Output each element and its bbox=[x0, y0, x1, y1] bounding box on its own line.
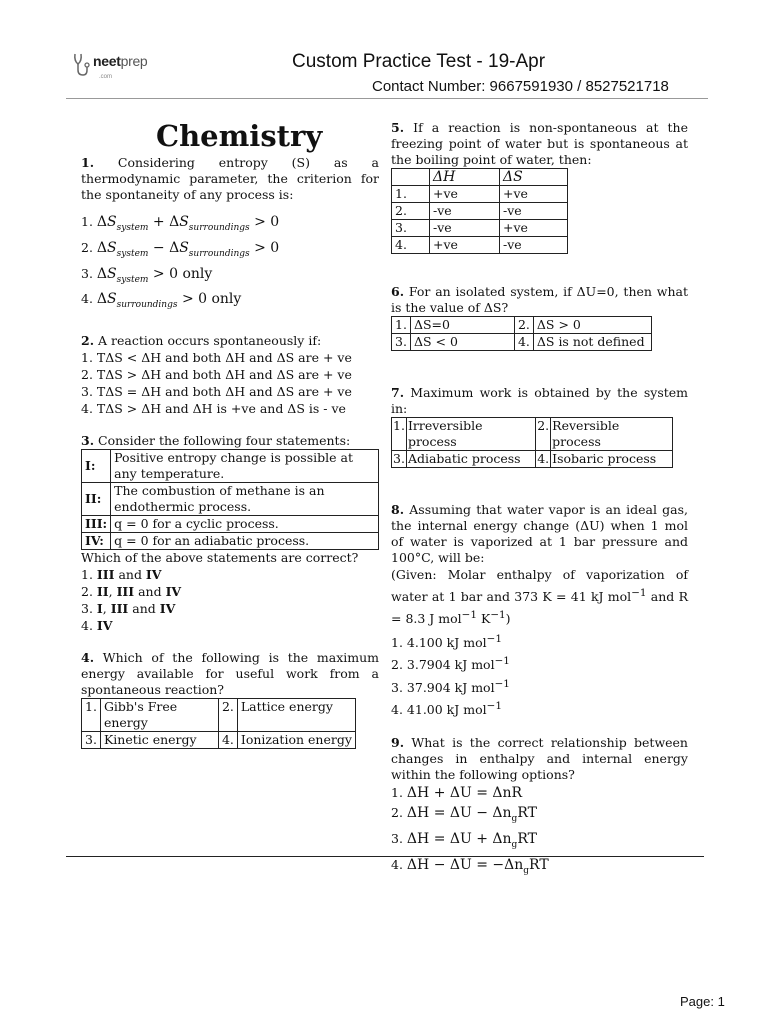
option: 1. ΔH + ΔU = ΔnR bbox=[391, 784, 523, 801]
footer-divider bbox=[66, 856, 704, 857]
statement-text: Positive entropy change is possible at any temperature. bbox=[111, 450, 379, 483]
question-6 bbox=[391, 284, 688, 351]
question-number: 2. bbox=[81, 333, 95, 349]
option: 3. $\Delta S_{system} > 0$ only bbox=[81, 265, 213, 285]
question-text: Maximum work is obtained by the system in: bbox=[391, 385, 689, 416]
option: 3. I, III and IV bbox=[81, 601, 176, 617]
option: 4. 41.00 kJ mol$^{-1}$ bbox=[391, 699, 502, 717]
options-list bbox=[391, 630, 688, 719]
table-row: 3. Kinetic energy 4. Ionization energy bbox=[82, 732, 356, 749]
table-row: 2. -ve -ve bbox=[392, 203, 568, 220]
question-number: 6. bbox=[391, 284, 405, 299]
option: 2. TΔS > ΔH and both ΔH and ΔS are + ve bbox=[81, 367, 352, 383]
question-text: Considering entropy (S) as a thermodynamic parameter, the criterion for the spontaneity of any process is: bbox=[81, 155, 379, 202]
given-data: (Given: Molar enthalpy of vaporization of water at 1 bar and 373 K = 41 kJ mol$^{-1}$ and R = 8.3 J mol$^{-1}$ $K^{-1}$) bbox=[391, 567, 688, 627]
logo-sub: .com bbox=[99, 74, 113, 80]
stethoscope-icon bbox=[72, 52, 90, 78]
question-number: 5. bbox=[391, 120, 405, 135]
statement-text: q = 0 for an adiabatic process. bbox=[111, 533, 379, 550]
option: 1. TΔS < ΔH and both ΔH and ΔS are + ve bbox=[81, 350, 352, 366]
options-list bbox=[81, 212, 379, 315]
option: 3. $\Delta H = \Delta U + \Delta n_gRT$ bbox=[391, 830, 537, 850]
question-7 bbox=[391, 385, 688, 468]
table-row: 1. ΔS=0 2. ΔS > 0 bbox=[392, 317, 652, 334]
logo-text: neetprep bbox=[93, 53, 148, 69]
option: 3. 37.904 kJ mol$^{-1}$ bbox=[391, 677, 510, 695]
question-number: 4. bbox=[81, 650, 95, 666]
question-number: 9. bbox=[391, 734, 405, 750]
statement-text: q = 0 for a cyclic process. bbox=[111, 516, 379, 533]
header-divider bbox=[66, 98, 708, 99]
option: 1. III and IV bbox=[81, 567, 162, 583]
question-2 bbox=[81, 333, 379, 417]
question-number: 7. bbox=[391, 385, 405, 400]
question-number: 3. bbox=[81, 433, 95, 449]
options-table bbox=[81, 698, 356, 749]
question-text: For an isolated system, if ΔU=0, then what is the value of ΔS? bbox=[391, 284, 688, 315]
table-row: 1. Irreversible process 2. Reversible process bbox=[392, 418, 673, 451]
question-1 bbox=[81, 155, 379, 315]
statements-table bbox=[81, 449, 379, 550]
neetprep-logo bbox=[72, 52, 147, 78]
table-row: III: q = 0 for a cyclic process. bbox=[82, 516, 379, 533]
question-ask: Which of the above statements are correct? bbox=[81, 550, 359, 566]
option: 3. TΔS = ΔH and both ΔH and ΔS are + ve bbox=[81, 384, 352, 400]
options-list bbox=[81, 566, 379, 634]
option: 2. $\Delta S_{system} - \Delta S_{surroundings} > 0$ bbox=[81, 239, 280, 259]
option: 1. $\Delta S_{system} + \Delta S_{surroundings} > 0$ bbox=[81, 214, 280, 233]
left-column bbox=[81, 155, 379, 749]
question-number: 8. bbox=[391, 502, 405, 517]
option: 4. IV bbox=[81, 618, 113, 634]
table-header: ΔH ΔS bbox=[392, 169, 568, 186]
question-5 bbox=[391, 120, 688, 254]
subject-title: Chemistry bbox=[156, 119, 323, 153]
table-row: 1. Gibb's Free energy 2. Lattice energy bbox=[82, 699, 356, 732]
question-number: 1. bbox=[81, 155, 95, 170]
right-column bbox=[391, 120, 688, 880]
question-text: If a reaction is non-spontaneous at the freezing point of water but is spontaneous at the boiling point of water, then: bbox=[391, 120, 688, 167]
table-row: II: The combustion of methane is an endothermic process. bbox=[82, 483, 379, 516]
table-row: 3. Adiabatic process 4. Isobaric process bbox=[392, 451, 673, 468]
options-list bbox=[391, 783, 688, 880]
table-row: 3. ΔS < 0 4. ΔS is not defined bbox=[392, 334, 652, 351]
statement-text: The combustion of methane is an endothermic process. bbox=[111, 483, 379, 516]
table-row: 3. -ve +ve bbox=[392, 220, 568, 237]
option: 1. 4.100 kJ mol$^{-1}$ bbox=[391, 633, 502, 651]
test-title: Custom Practice Test - 19-Apr bbox=[292, 51, 546, 72]
question-3 bbox=[81, 433, 379, 634]
page-number: Page: 1 bbox=[680, 994, 725, 1009]
option: 2. II, III and IV bbox=[81, 584, 182, 600]
question-8 bbox=[391, 502, 688, 719]
table-row: 4. +ve -ve bbox=[392, 237, 568, 254]
table-row: I: Positive entropy change is possible at any temperature. bbox=[82, 450, 379, 483]
table-row: 1. +ve +ve bbox=[392, 186, 568, 203]
option: 2. $\Delta H = \Delta U - \Delta n_gRT$ bbox=[391, 804, 537, 824]
options-table bbox=[391, 316, 652, 351]
table-row: IV: q = 0 for an adiabatic process. bbox=[82, 533, 379, 550]
question-text: A reaction occurs spontaneously if: bbox=[98, 333, 322, 349]
option: 2. 3.7904 kJ mol$^{-1}$ bbox=[391, 655, 510, 673]
option: 4. $\Delta S_{surroundings} > 0$ only bbox=[81, 291, 242, 311]
question-4 bbox=[81, 650, 379, 749]
options-table bbox=[391, 168, 568, 254]
options-table bbox=[391, 417, 673, 468]
option: 4. TΔS > ΔH and ΔH is +ve and ΔS is - ve bbox=[81, 401, 346, 417]
option: 4. $\Delta H - \Delta U = -\Delta n_gRT$ bbox=[391, 856, 549, 876]
question-text: Consider the following four statements: bbox=[98, 433, 351, 449]
question-9 bbox=[391, 735, 688, 880]
question-text: Which of the following is the maximum energy available for useful work from a spontaneous reaction? bbox=[81, 650, 380, 698]
question-text: Assuming that water vapor is an ideal gas, the internal energy change (ΔU) when 1 mol of water is vaporized at 1 bar pressure and 100°C, will be: bbox=[391, 502, 689, 565]
question-text: What is the correct relationship between changes in enthalpy and internal energy within the following options? bbox=[391, 734, 688, 782]
contact-number: Contact Number: 9667591930 / 8527521718 bbox=[372, 78, 669, 95]
